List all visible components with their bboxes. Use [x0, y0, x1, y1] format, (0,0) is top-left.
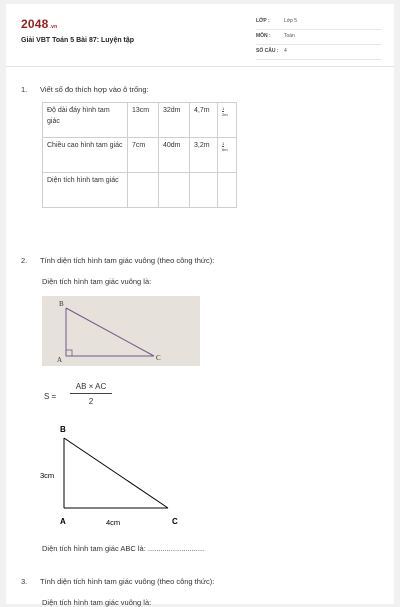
vertex-b-label: B [60, 425, 66, 434]
formula-denominator: 2 [88, 397, 94, 406]
question-subtext: Diện tích hình tam giác vuông là: [42, 277, 152, 286]
formula-lhs: S = [44, 392, 57, 401]
row-label: Chiều cao hình tam giác [43, 138, 128, 173]
fraction-cell [218, 138, 237, 173]
fraction-unit: m [224, 147, 228, 152]
question-number: 2. [21, 256, 28, 265]
question-text: Tính diện tích hình tam giác vuông (theo công thức): [40, 577, 215, 586]
side-ab-label: 3cm [40, 471, 55, 480]
meta-row-subject [256, 32, 382, 45]
question-text: Viết số đo thích hợp vào ô trống: [40, 85, 149, 94]
fraction-unit: m [224, 112, 228, 117]
meta-row-grade [256, 17, 382, 30]
document-sheet [6, 4, 394, 607]
meta-label: LỚP : [256, 18, 270, 24]
photo-label-b: B [59, 300, 64, 308]
photo-label-c: C [156, 354, 161, 362]
meta-value: Lớp 5 [284, 18, 298, 24]
fraction-numerator: 1 [222, 106, 225, 111]
answer-cell[interactable] [128, 173, 159, 208]
table-cell: 4,7m [190, 103, 218, 138]
logo-main: 2048 [21, 17, 49, 31]
row-label: Diện tích hình tam giác [43, 173, 128, 208]
meta-value: Toán [284, 33, 295, 39]
answer-line: Diện tích hình tam giác ABC là: ........................... [42, 544, 205, 553]
vertex-c-label: C [172, 517, 178, 526]
textbook-triangle-photo [42, 296, 200, 366]
question-number: 3. [21, 577, 28, 586]
photo-label-a: A [57, 356, 63, 364]
meta-value: 4 [284, 48, 287, 54]
measurement-table [42, 102, 237, 208]
vertex-a-label: A [60, 517, 66, 526]
table-cell: 13cm [128, 103, 159, 138]
table-row [43, 103, 237, 138]
fraction-denominator: 2 [222, 112, 225, 117]
page-title: Giải VBT Toán 5 Bài 87: Luyện tập [21, 37, 135, 44]
document-header [6, 4, 394, 67]
formula-numerator: AB × AC [70, 382, 112, 394]
question-subtext: Diện tích hình tam giác vuông là: [42, 598, 152, 607]
meta-label: MÔN : [256, 33, 271, 39]
table-cell: 40dm [159, 138, 190, 173]
table-row [43, 138, 237, 173]
question-number: 1. [21, 85, 28, 94]
triangle-abc-drawing [34, 420, 194, 532]
site-logo[interactable] [21, 17, 57, 31]
table-row [43, 173, 237, 208]
triangle-diagram [34, 420, 194, 537]
meta-row-count [256, 47, 382, 60]
triangle-photo-drawing [42, 296, 200, 366]
fraction-denominator: 6 [222, 147, 225, 152]
fraction-cell [218, 103, 237, 138]
answer-cell[interactable] [159, 173, 190, 208]
table-cell: 32dm [159, 103, 190, 138]
table-cell: 3,2m [190, 138, 218, 173]
table-cell: 7cm [128, 138, 159, 173]
answer-cell[interactable] [190, 173, 218, 208]
row-label: Độ dài đáy hình tam giác [43, 103, 128, 138]
answer-cell[interactable] [218, 173, 237, 208]
side-ac-label: 4cm [106, 518, 121, 527]
logo-sub: .vn [49, 24, 58, 30]
fraction-numerator: 1 [222, 141, 225, 146]
meta-label: SỐ CÂU : [256, 48, 279, 54]
question-text: Tính diện tích hình tam giác vuông (theo công thức): [40, 256, 215, 265]
